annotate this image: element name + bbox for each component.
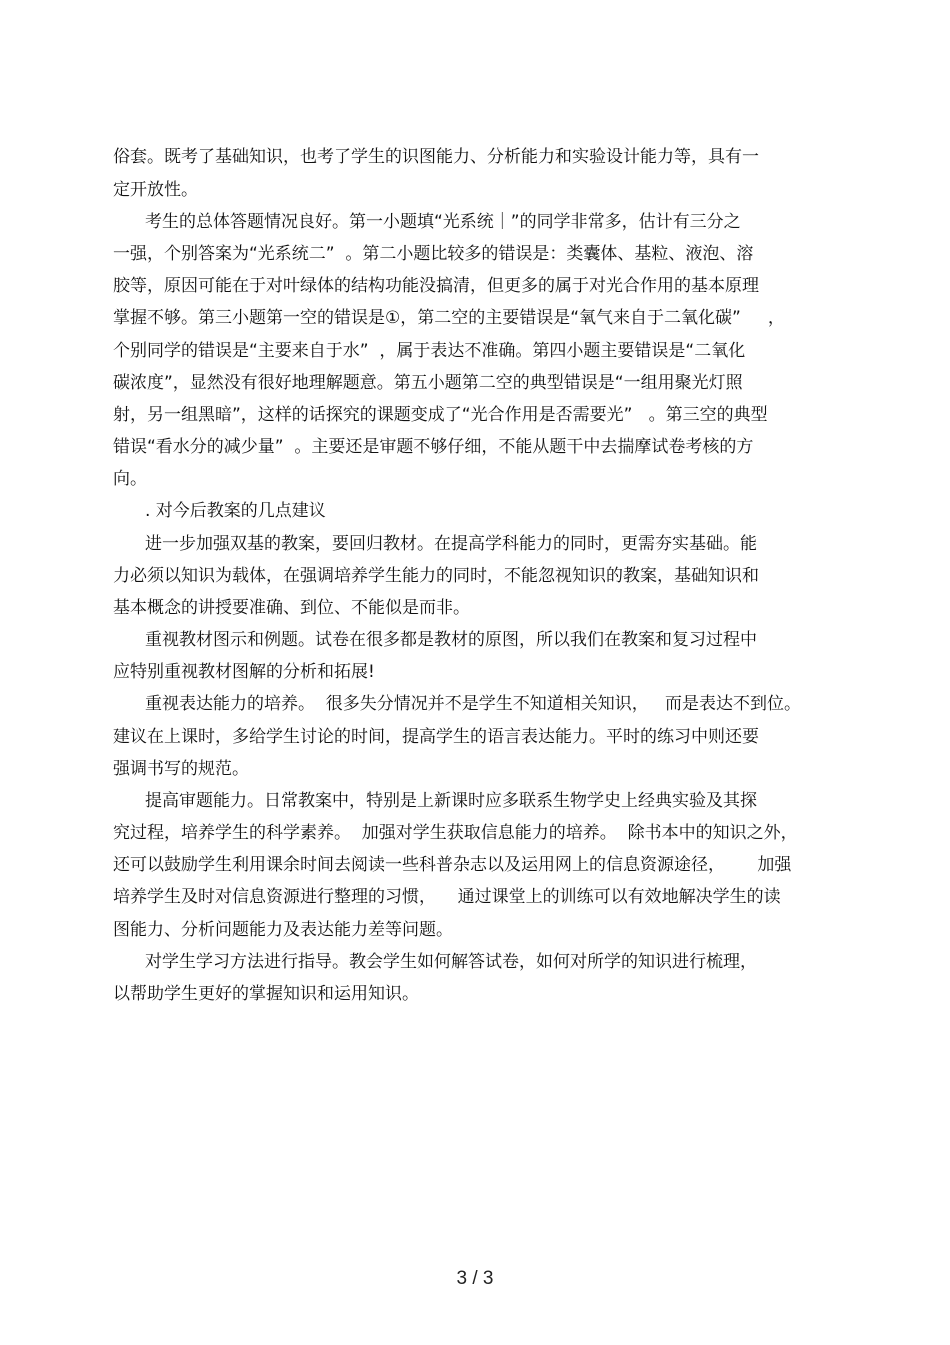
text-line: 错误“看水分的减少量” 。主要还是审题不够仔细，不能从题干中去揣摩试卷考核的方	[113, 437, 754, 457]
text-line: 应特别重视教材图解的分析和拓展!	[113, 662, 375, 682]
text-line: 重视表达能力的培养。 很多失分情况并不是学生不知道相关知识， 而是表达不到位。	[145, 694, 802, 714]
text-line: 图能力、分析问题能力及表达能力差等问题。	[113, 920, 453, 940]
text-line: 胶等，原因可能在于对叶绿体的结构功能没搞清，但更多的属于对光合作用的基本原理	[113, 276, 759, 296]
text-line: 碳浓度”，显然没有很好地理解题意。第五小题第二空的典型错误是“一组用聚光灯照	[113, 373, 743, 393]
text-line: 进一步加强双基的教案，要回归教材。在提高学科能力的同时，更需夯实基础。能	[145, 534, 757, 554]
text-line: 培养学生及时对信息资源进行整理的习惯， 通过课堂上的训练可以有效地解决学生的读	[113, 887, 781, 907]
text-line: 对学生学习方法进行指导。教会学生如何解答试卷，如何对所学的知识进行梳理，	[145, 952, 757, 972]
text-line: 以帮助学生更好的掌握知识和运用知识。	[113, 984, 419, 1004]
text-line: 基本概念的讲授要准确、到位、不能似是而非。	[113, 598, 470, 618]
text-line: 定开放性。	[113, 180, 198, 200]
text-line: 力必须以知识为载体，在强调培养学生能力的同时，不能忽视知识的教案，基础知识和	[113, 566, 759, 586]
text-line: 俗套。既考了基础知识，也考了学生的识图能力、分析能力和实验设计能力等，具有一	[113, 147, 759, 167]
text-line: 一强，个别答案为“光系统二” 。第二小题比较多的错误是：类囊体、基粒、液泡、溶	[113, 244, 754, 264]
text-line: 射，另一组黑暗”，这样的话探究的课题变成了“光合作用是否需要光” 。第三空的典型	[113, 405, 768, 425]
text-line: 究过程，培养学生的科学素养。 加强对学生获取信息能力的培养。 除书本中的知识之外，	[113, 823, 798, 843]
text-line: 提高审题能力。日常教案中，特别是上新课时应多联系生物学史上经典实验及其探	[145, 791, 757, 811]
section-heading: . 对今后教案的几点建议	[145, 501, 326, 521]
page-number: 3 / 3	[456, 1268, 494, 1289]
text-line: 重视教材图示和例题。试卷在很多都是教材的原图，所以我们在教案和复习过程中	[145, 630, 757, 650]
text-line: 强调书写的规范。	[113, 759, 249, 779]
text-line: 还可以鼓励学生利用课余时间去阅读一些科普杂志以及运用网上的信息资源途径， 加强	[113, 855, 792, 875]
text-line: 考生的总体答题情况良好。第一小题填“光系统｜”的同学非常多，估计有三分之	[145, 212, 741, 232]
text-line: 掌握不够。第三小题第一空的错误是①，第二空的主要错误是“氧气来自于二氧化碳” ，	[113, 308, 785, 328]
text-line: 个别同学的错误是“主要来自于水” ，属于表达不准确。第四小题主要错误是“二氧化	[113, 341, 746, 361]
text-line: 向。	[113, 469, 147, 489]
text-line: 建议在上课时，多给学生讨论的时间，提高学生的语言表达能力。平时的练习中则还要	[113, 727, 759, 747]
